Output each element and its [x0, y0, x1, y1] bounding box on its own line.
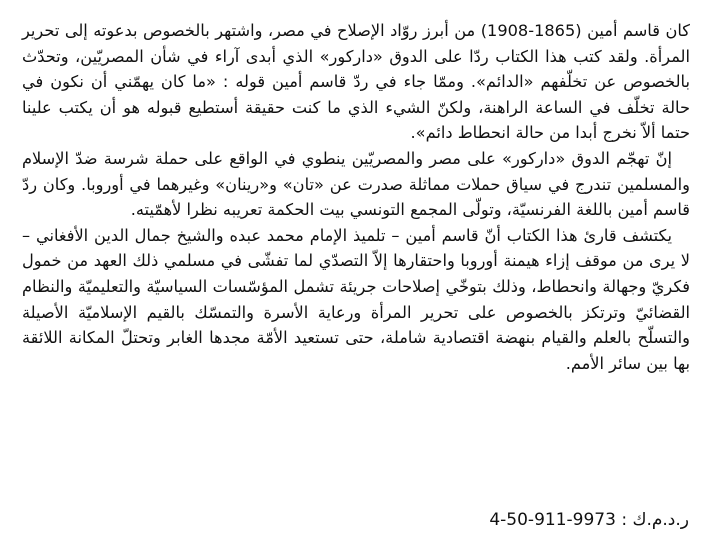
paragraph-intro: كان قاسم أمين (1865-1908) من أبرز روّاد الإصلاح في مصر، واشتهر بالخصوص بدعوته إلى تحرير المرأة. ولقد كتب هذا الكتاب ردّا على الدوق «داركور» الذي أبدى آراء في شأن المصريّين، وتحدّث بالخصوص عن تخلّفهم «الدائم». وممّا جاء في ردّ قاسم أمين قوله : «ما كان يهمّني أن نكون في حالة تخلّف في الساعة الراهنة، ولكنّ الشيء الذي ما كنت حقيقة أستطيع قبوله هو أن يكتب علينا حتما ألاّ نخرج أبدا من حالة انحطاط دائم». [22, 21, 690, 143]
paragraph-duc-attack: إنّ تهجّم الدوق «داركور» على مصر والمصريّين ينطوي في الواقع على حملة شرسة ضدّ الإسلام والمسلمين تندرج في سياق حملات مماثلة صدرت عن «تان» و«رينان» وغيرهما في أوروبا. وكان ردّ قاسم أمين باللغة الفرنسيّة، وتولّى المجمع التونسي بيت الحكمة تعريبه نظرا لأهمّيته. [22, 148, 690, 220]
paragraph-reform-program: يكتشف قارئ هذا الكتاب أنّ قاسم أمين – تلميذ الإمام محمد عبده والشيخ جمال الدين الأفغاني – لا يرى من موقف إزاء هيمنة أوروبا واحتقارها إلاّ التصدّي لما تفشّى في مسلمي ذلك العهد من خمول فكريّ وجهالة وانحطاط، وذلك بتوخّي إصلاحات جريئة تشمل المؤسّسات السياسيّة والتعليميّة والنظام القضائيّ وترتكز بالخصوص على تحرير المرأة ورعاية الأسرة والتمسّك بالقيم الإسلاميّة الأصيلة والتسلّح بالعلم والقيام بنهضة اقتصادية شاملة، حتى تستعيد الأمّة مجدها الغابر وتحتلّ المكانة اللائقة بها بين سائر الأمم. [22, 225, 690, 373]
isbn-line: ر.د.م.ك : 9973-911-50-4 [489, 510, 689, 530]
back-cover-text [22, 18, 690, 376]
